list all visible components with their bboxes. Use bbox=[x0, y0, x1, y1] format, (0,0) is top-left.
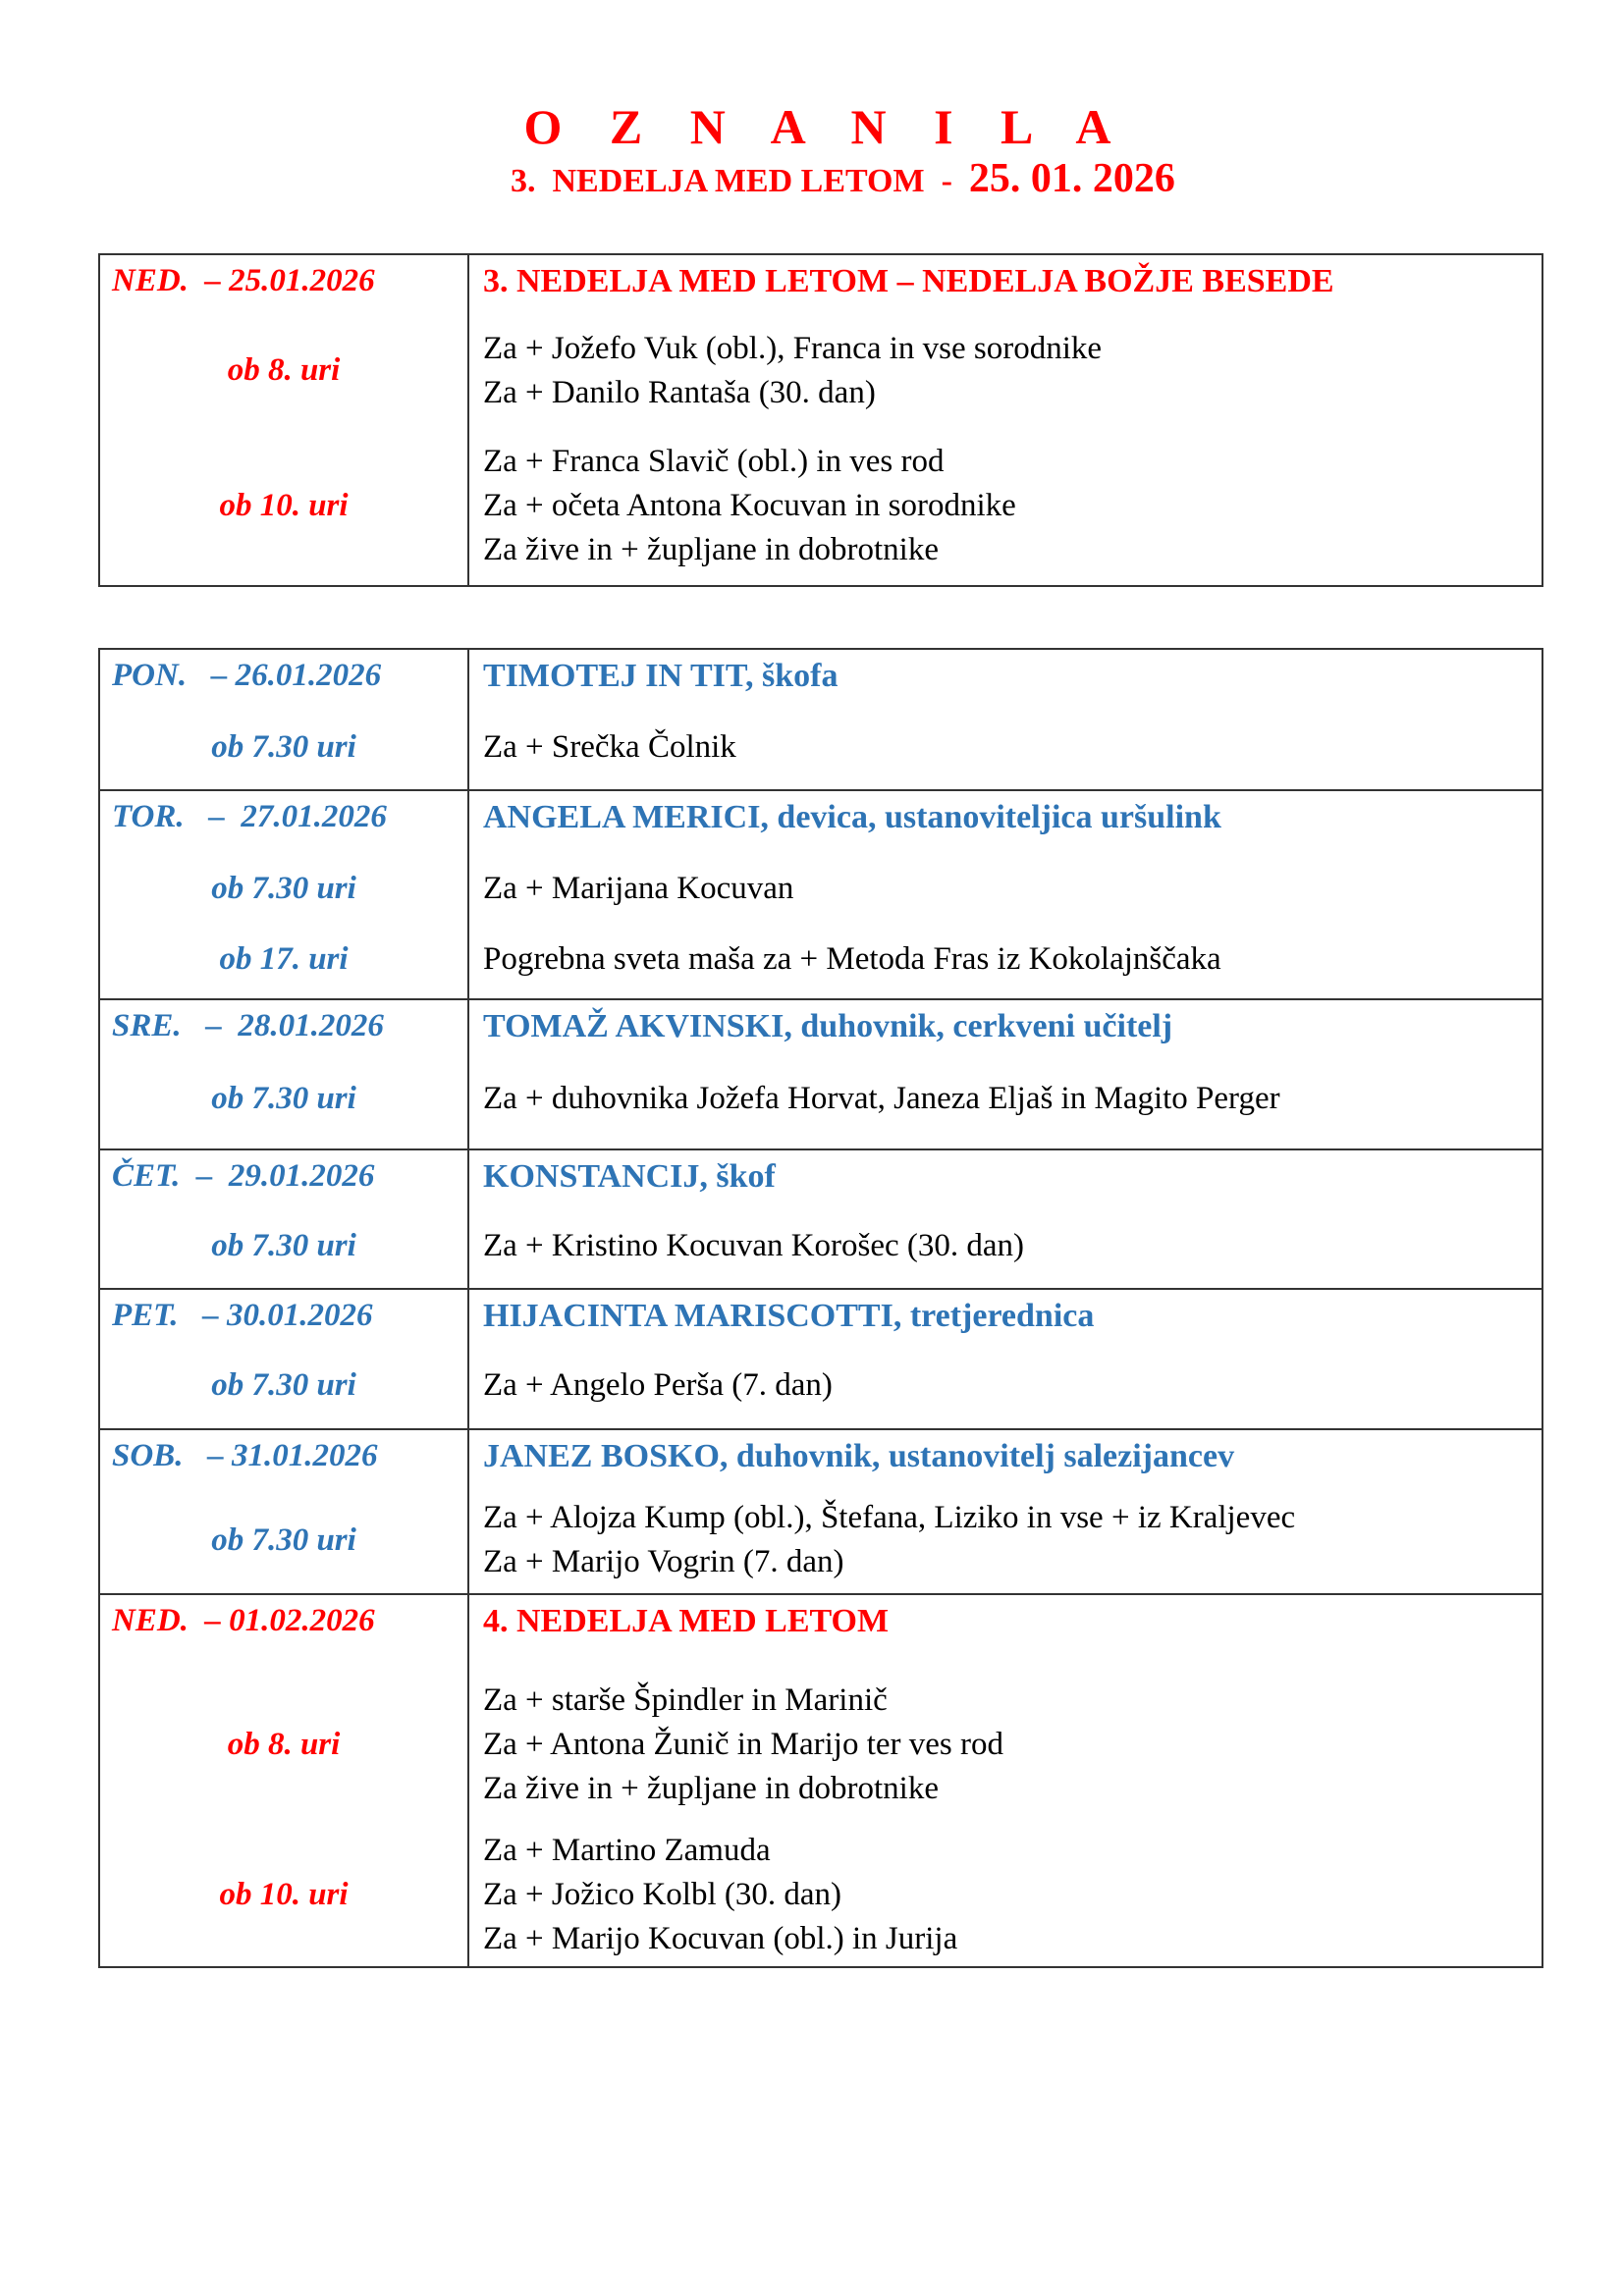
mass-time: ob 8. uri bbox=[227, 1727, 341, 1762]
mass-intentions bbox=[469, 1351, 1542, 1419]
day-cell bbox=[99, 254, 468, 586]
sunday-schedule-table bbox=[98, 253, 1543, 587]
weekly-schedule-table bbox=[98, 648, 1543, 1968]
mass-time: ob 10. uri bbox=[219, 1876, 349, 1912]
feast-title: TOMAŽ AKVINSKI, duhovnik, cerkveni učitelj bbox=[483, 1008, 1173, 1044]
day-date: TOR. – 27.01.2026 bbox=[112, 799, 387, 834]
feast-title: JANEZ BOSKO, duhovnik, ustanovitelj salezijancev bbox=[483, 1438, 1235, 1474]
day-cell bbox=[99, 999, 468, 1149]
intention-line: Za + Jožefo Vuk (obl.), Franca in vse sorodnike bbox=[483, 330, 1103, 366]
day-cell bbox=[99, 1594, 468, 1967]
intention-line: Za + Srečka Čolnik bbox=[483, 728, 736, 765]
day-cell bbox=[99, 649, 468, 790]
subtitle-date: 25. 01. 2026 bbox=[968, 156, 1175, 201]
day-row bbox=[99, 1429, 1542, 1594]
day-row bbox=[99, 1289, 1542, 1429]
intention-line: Za žive in + župljane in dobrotnike bbox=[483, 1771, 939, 1806]
day-date: NED. – 25.01.2026 bbox=[112, 263, 375, 298]
feast-title: TIMOTEJ IN TIT, škofa bbox=[483, 658, 839, 694]
intention-line: Za + Angelo Perša (7. dan) bbox=[483, 1366, 833, 1403]
mass-intentions bbox=[469, 1211, 1542, 1280]
intention-line: Za + Jožico Kolbl (30. dan) bbox=[483, 1876, 842, 1912]
intention-line: Za + duhovnika Jožefa Horvat, Janeza Eljaš in Magito Perger bbox=[483, 1080, 1280, 1116]
mass-intentions bbox=[469, 1491, 1542, 1589]
mass-intentions bbox=[469, 1664, 1542, 1826]
day-date: NED. – 01.02.2026 bbox=[112, 1603, 375, 1638]
day-cell bbox=[99, 1289, 468, 1429]
mass-intentions bbox=[469, 1826, 1542, 1963]
intention-line: Za + Alojza Kump (obl.), Štefana, Liziko in vse + iz Kraljevec bbox=[483, 1500, 1296, 1535]
mass-time: ob 7.30 uri bbox=[211, 1366, 356, 1403]
day-date: SRE. – 28.01.2026 bbox=[112, 1008, 384, 1043]
feast-title: HIJACINTA MARISCOTTI, tretjerednica bbox=[483, 1298, 1095, 1334]
mass-time: ob 7.30 uri bbox=[211, 728, 356, 765]
day-row bbox=[99, 254, 1542, 586]
day-row bbox=[99, 790, 1542, 999]
intention-line: Pogrebna sveta maša za + Metoda Fras iz Kokolajnščaka bbox=[483, 940, 1221, 977]
intention-line: Za + starše Špindler in Marinič bbox=[483, 1682, 888, 1718]
intention-line: Za + Marijo Kocuvan (obl.) in Jurija bbox=[483, 1920, 958, 1956]
day-date: ČET. – 29.01.2026 bbox=[112, 1158, 375, 1194]
intention-line: Za + Kristino Kocuvan Korošec (30. dan) bbox=[483, 1227, 1025, 1263]
feast-cell bbox=[468, 999, 1542, 1149]
subtitle-week: 3. NEDELJA MED LETOM - bbox=[511, 163, 969, 199]
feast-title: KONSTANCIJ, škof bbox=[483, 1158, 776, 1195]
intention-line: Za žive in + župljane in dobrotnike bbox=[483, 531, 939, 567]
mass-intentions bbox=[469, 852, 1542, 925]
intention-line: Za + očeta Antona Kocuvan in sorodnike bbox=[483, 487, 1016, 523]
mass-time: ob 7.30 uri bbox=[211, 1080, 356, 1116]
day-row bbox=[99, 649, 1542, 790]
intention-line: Za + Marijana Kocuvan bbox=[483, 870, 794, 906]
intention-line: Za + Antona Žunič in Marijo ter ves rod bbox=[483, 1727, 1003, 1762]
mass-time: ob 7.30 uri bbox=[211, 870, 356, 906]
mass-intentions bbox=[469, 925, 1542, 993]
day-date: PET. – 30.01.2026 bbox=[112, 1298, 373, 1333]
day-cell bbox=[99, 1149, 468, 1289]
feast-title: 4. NEDELJA MED LETOM bbox=[483, 1603, 890, 1639]
feast-cell bbox=[468, 790, 1542, 999]
intention-line: Za + Danilo Rantaša (30. dan) bbox=[483, 374, 876, 410]
feast-cell bbox=[468, 1429, 1542, 1594]
page-title: O Z N A N I L A bbox=[523, 99, 1129, 154]
feast-cell bbox=[468, 1149, 1542, 1289]
feast-cell bbox=[468, 1289, 1542, 1429]
page-subtitle bbox=[511, 155, 1175, 202]
mass-time: ob 10. uri bbox=[219, 487, 349, 523]
feast-title: 3. NEDELJA MED LETOM – NEDELJA BOŽJE BESEDE bbox=[483, 263, 1334, 299]
day-row bbox=[99, 1149, 1542, 1289]
day-row bbox=[99, 999, 1542, 1149]
day-date: SOB. – 31.01.2026 bbox=[112, 1438, 378, 1473]
mass-intentions bbox=[469, 437, 1542, 574]
intention-line: Za + Marijo Vogrin (7. dan) bbox=[483, 1544, 844, 1579]
feast-cell bbox=[468, 1594, 1542, 1967]
mass-time: ob 7.30 uri bbox=[211, 1522, 356, 1558]
mass-intentions bbox=[469, 711, 1542, 783]
feast-title: ANGELA MERICI, devica, ustanoviteljica uršulink bbox=[483, 799, 1221, 835]
feast-cell bbox=[468, 649, 1542, 790]
day-row bbox=[99, 1594, 1542, 1967]
mass-intentions bbox=[469, 324, 1542, 417]
day-date: PON. – 26.01.2026 bbox=[112, 658, 382, 693]
mass-time: ob 7.30 uri bbox=[211, 1227, 356, 1263]
day-cell bbox=[99, 1429, 468, 1594]
intention-line: Za + Martino Zamuda bbox=[483, 1832, 771, 1868]
day-cell bbox=[99, 790, 468, 999]
feast-cell bbox=[468, 254, 1542, 586]
mass-time: ob 17. uri bbox=[219, 940, 349, 977]
mass-time: ob 8. uri bbox=[227, 352, 341, 388]
mass-intentions bbox=[469, 1061, 1542, 1136]
intention-line: Za + Franca Slavič (obl.) in ves rod bbox=[483, 443, 945, 479]
